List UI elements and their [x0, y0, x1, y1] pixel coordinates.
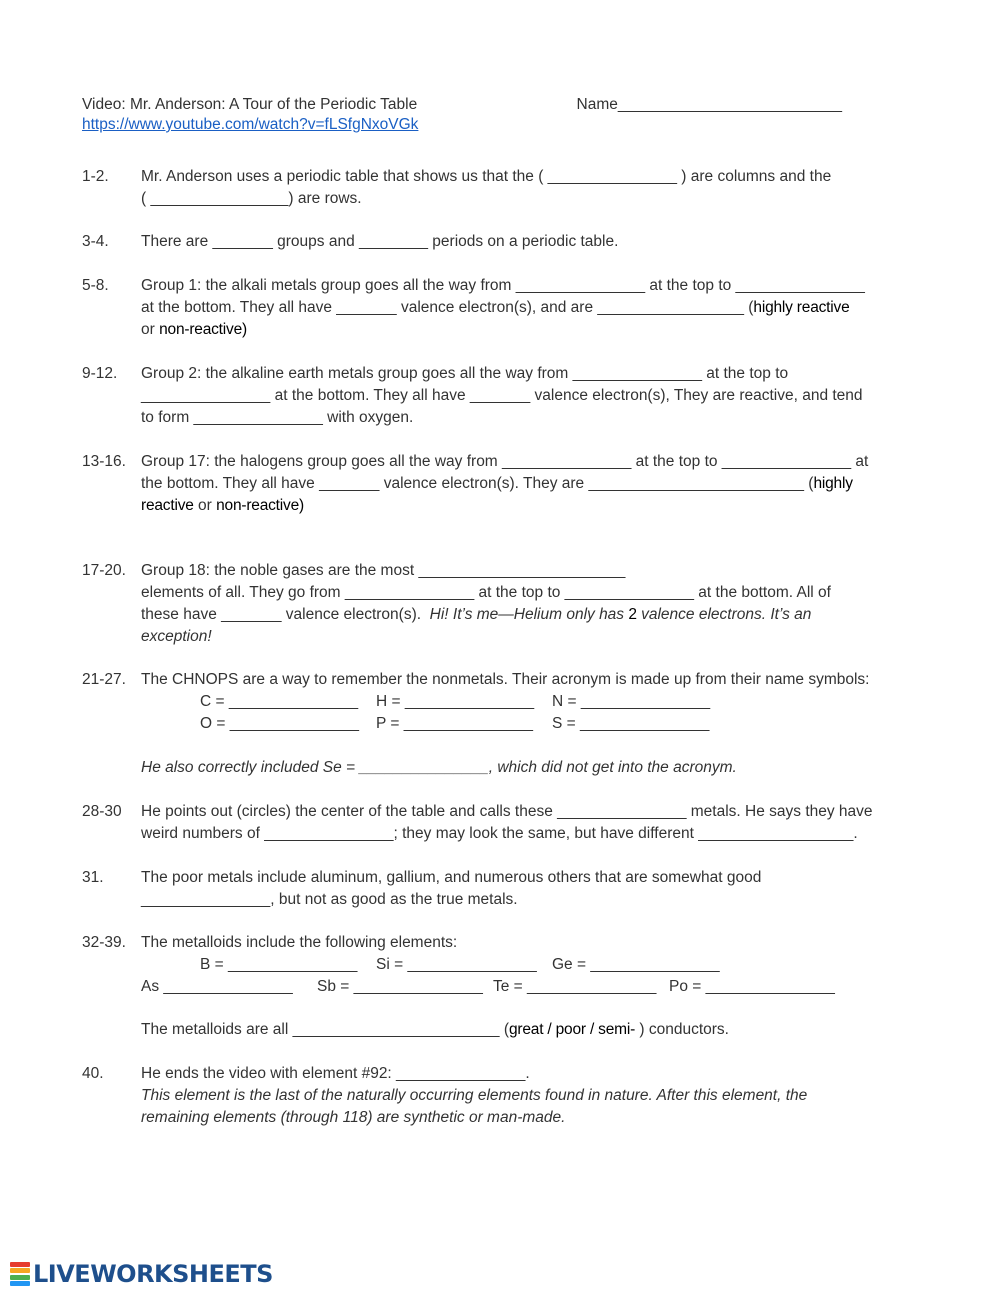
question-17-20	[82, 560, 912, 648]
metalloid-blank[interactable]: Te = _______________	[493, 978, 657, 995]
chnops-blank[interactable]: P = _______________	[376, 715, 534, 732]
question-number: 40.	[82, 1065, 104, 1082]
question-number: 5-8.	[82, 277, 109, 294]
question-number: 9-12.	[82, 365, 118, 382]
metalloid-row	[141, 976, 912, 998]
helium-number: 2	[628, 606, 637, 623]
question-text: The poor metals include aluminum, gallium, and numerous others that are somewhat good	[141, 869, 762, 886]
chnops-blank[interactable]: H = _______________	[376, 693, 535, 710]
question-text: The metalloids are all ________________________ (	[141, 1021, 509, 1038]
question-number: 17-20.	[82, 562, 126, 579]
question-number: 28-30	[82, 803, 122, 820]
question-21-27	[82, 669, 912, 779]
choice-reactive[interactable]: reactive	[141, 497, 194, 514]
page-title: Video: Mr. Anderson: A Tour of the Periodic Table	[82, 96, 418, 113]
choice-highly-reactive[interactable]: highly reactive	[753, 299, 850, 316]
question-text: elements of all. They go from _______________ at the top to _______________ at the bottom. All of	[141, 584, 831, 601]
liveworksheets-logo-icon	[10, 1262, 30, 1286]
helium-note: Hi! It’s me—Helium only has	[429, 606, 625, 623]
question-text: ) conductors.	[639, 1021, 729, 1038]
question-40	[82, 1063, 912, 1129]
question-text: at the bottom. They all have _______ valence electron(s), and are _________________ (	[141, 299, 754, 316]
question-text: He ends the video with element #92: _______________.	[141, 1065, 530, 1082]
metalloid-row	[141, 954, 912, 976]
question-text: _______________ at the bottom. They all have _______ valence electron(s), They are reactive, and tend	[141, 387, 863, 404]
question-text: There are _______ groups and ________ periods on a periodic table.	[141, 233, 619, 250]
question-text: The metalloids include the following elements:	[141, 934, 458, 951]
question-number: 1-2.	[82, 168, 109, 185]
question-number: 21-27.	[82, 671, 126, 688]
conductor-choices[interactable]: great / poor / semi-	[508, 1021, 636, 1038]
choice-non-reactive[interactable]: non-reactive)	[216, 497, 304, 514]
chnops-blank[interactable]: S = _______________	[552, 715, 710, 732]
question-text: Group 2: the alkaline earth metals group goes all the way from _______________ at the top to	[141, 365, 789, 382]
question-text: He points out (circles) the center of the table and calls these _______________ metals. He says they have	[141, 803, 873, 820]
question-text: weird numbers of _______________; they may look the same, but have different __________________.	[141, 825, 858, 842]
question-5-8	[82, 275, 912, 341]
question-text: the bottom. They all have _______ valence electron(s). They are _________________________ (	[141, 475, 814, 492]
question-text: The CHNOPS are a way to remember the nonmetals. Their acronym is made up from their name symbols:	[141, 671, 870, 688]
question-number: 31.	[82, 869, 104, 886]
question-number: 3-4.	[82, 233, 109, 250]
question-1-2	[82, 166, 912, 210]
question-text: ( ________________) are rows.	[141, 190, 362, 207]
question-text: Group 1: the alkali metals group goes all the way from _______________ at the top to _______________	[141, 277, 865, 294]
liveworksheets-logo[interactable]	[10, 1259, 273, 1289]
choice-non-reactive[interactable]: non-reactive)	[159, 321, 247, 338]
metalloid-blank[interactable]: Ge = _______________	[552, 956, 720, 973]
question-text: these have _______ valence electron(s).	[141, 606, 422, 623]
question-31	[82, 867, 912, 911]
helium-note: valence electrons. It’s an	[641, 606, 812, 623]
question-text: _______________, but not as good as the true metals.	[141, 891, 518, 908]
selenium-note: He also correctly included Se = _______________, which did not get into the acronym.	[141, 759, 737, 776]
choice-highly[interactable]: highly	[813, 475, 853, 492]
question-32-39	[82, 932, 912, 1041]
question-number: 13-16.	[82, 453, 126, 470]
chnops-blank[interactable]: N = _______________	[552, 693, 711, 710]
chnops-row	[141, 691, 912, 713]
question-text: or	[141, 321, 155, 338]
question-text: Group 18: the noble gases are the most ________________________	[141, 562, 626, 579]
logo-text: LIVEWORKSHEETS	[33, 1260, 273, 1288]
question-9-12	[82, 363, 912, 429]
question-28-30	[82, 801, 912, 845]
question-text: Group 17: the halogens group goes all the way from _______________ at the top to _______________ at	[141, 453, 869, 470]
metalloid-blank[interactable]: As _______________	[141, 978, 293, 995]
question-3-4	[82, 231, 912, 253]
metalloid-blank[interactable]: B = _______________	[200, 956, 358, 973]
metalloid-blank[interactable]: Sb = _______________	[317, 978, 483, 995]
element-note: remaining elements (through 118) are synthetic or man-made.	[141, 1109, 566, 1126]
name-field[interactable]: Name__________________________	[576, 96, 842, 113]
question-text: to form _______________ with oxygen.	[141, 409, 414, 426]
chnops-blank[interactable]: O = _______________	[200, 715, 360, 732]
question-13-16	[82, 451, 912, 517]
element-note: This element is the last of the naturally occurring elements found in nature. After this element, the	[141, 1087, 808, 1104]
question-text: or	[198, 497, 212, 514]
metalloid-blank[interactable]: Si = _______________	[376, 956, 537, 973]
worksheet-header	[82, 96, 942, 134]
question-number: 32-39.	[82, 934, 126, 951]
video-link[interactable]: https://www.youtube.com/watch?v=fLSfgNxoVGk	[82, 116, 419, 133]
metalloid-blank[interactable]: Po = _______________	[669, 978, 835, 995]
helium-note: exception!	[141, 628, 212, 645]
question-text: Mr. Anderson uses a periodic table that shows us that the ( _______________ ) are columns and the	[141, 168, 832, 185]
chnops-blank[interactable]: C = _______________	[200, 693, 359, 710]
chnops-row	[141, 713, 912, 735]
